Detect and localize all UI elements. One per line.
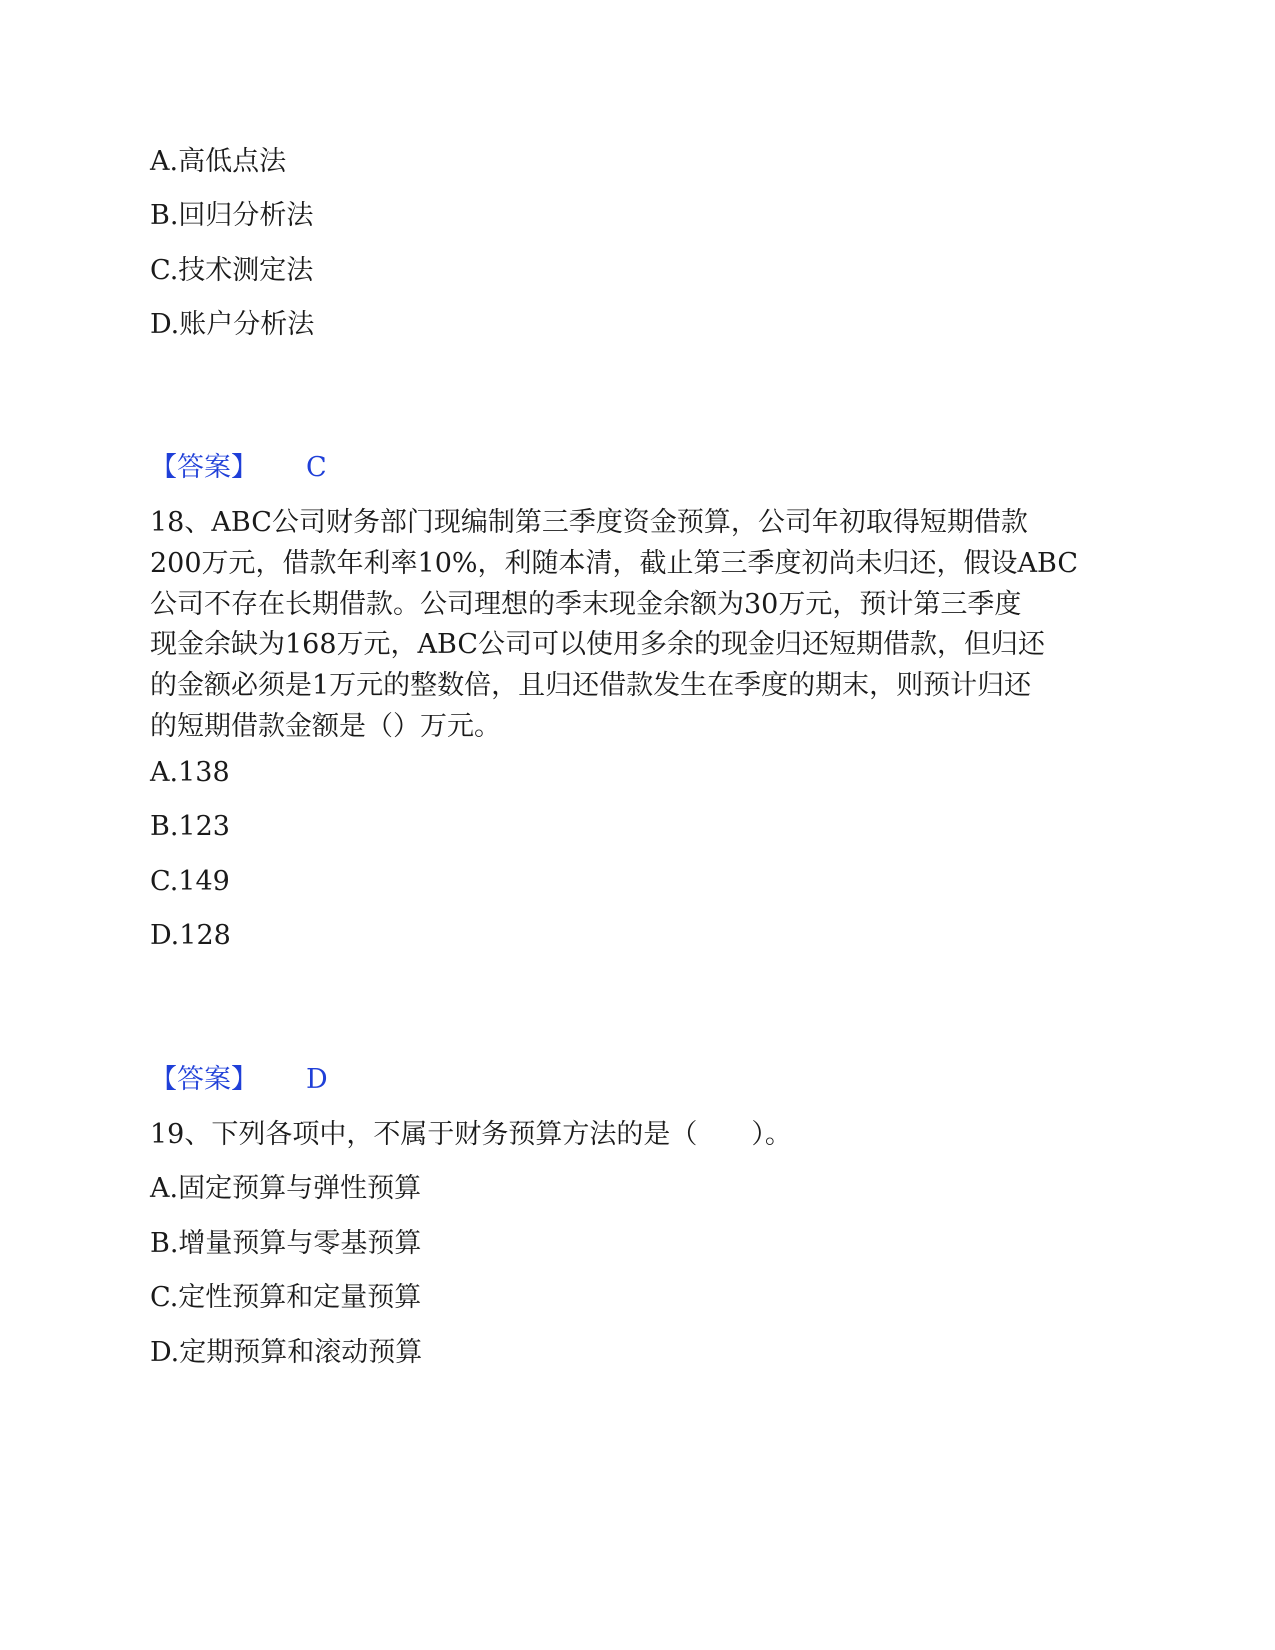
q17-option-d: D.账户分析法 (150, 309, 315, 340)
q18-stem-line: 的金额必须是1万元的整数倍，且归还借款发生在季度的期末，则预计归还 (150, 670, 1032, 702)
q18-stem (150, 503, 1125, 748)
answer-label: 【答案】 (150, 452, 258, 483)
answer-label: 【答案】 (150, 1064, 258, 1095)
q19-option-c: C.定性预算和定量预算 (150, 1282, 422, 1313)
q17-option-c: C.技术测定法 (150, 255, 314, 286)
q18-option-a: A.138 (150, 757, 230, 788)
q17-option-a: A.高低点法 (150, 146, 287, 177)
q18-option-d: D.128 (150, 920, 231, 951)
answer-value: D (306, 1064, 328, 1095)
q18-stem-line: 公司不存在长期借款。公司理想的季末现金余额为30万元，预计第三季度 (150, 588, 1022, 620)
q19-option-d: D.定期预算和滚动预算 (150, 1337, 423, 1368)
q18-answer (150, 1060, 328, 1100)
q18-stem-line: 18、ABC公司财务部门现编制第三季度资金预算，公司年初取得短期借款 (150, 507, 1028, 538)
q18-stem-line: 的短期借款金额是（）万元。 (150, 710, 501, 742)
q18-option-c: C.149 (150, 866, 230, 897)
q17-option-b: B.回归分析法 (150, 200, 314, 231)
q18-option-b: B.123 (150, 811, 230, 842)
q18-stem-line: 200万元，借款年利率10%，利随本清，截止第三季度初尚未归还，假设ABC (150, 547, 1079, 579)
q19-option-a: A.固定预算与弹性预算 (150, 1173, 422, 1204)
q19-option-b: B.增量预算与零基预算 (150, 1228, 422, 1259)
answer-value: C (306, 452, 327, 483)
q18-stem-line: 现金余缺为168万元，ABC公司可以使用多余的现金归还短期借款，但归还 (150, 629, 1046, 661)
q19-stem: 19、下列各项中，不属于财务预算方法的是（ ）。 (150, 1119, 792, 1150)
q17-answer (150, 448, 327, 488)
